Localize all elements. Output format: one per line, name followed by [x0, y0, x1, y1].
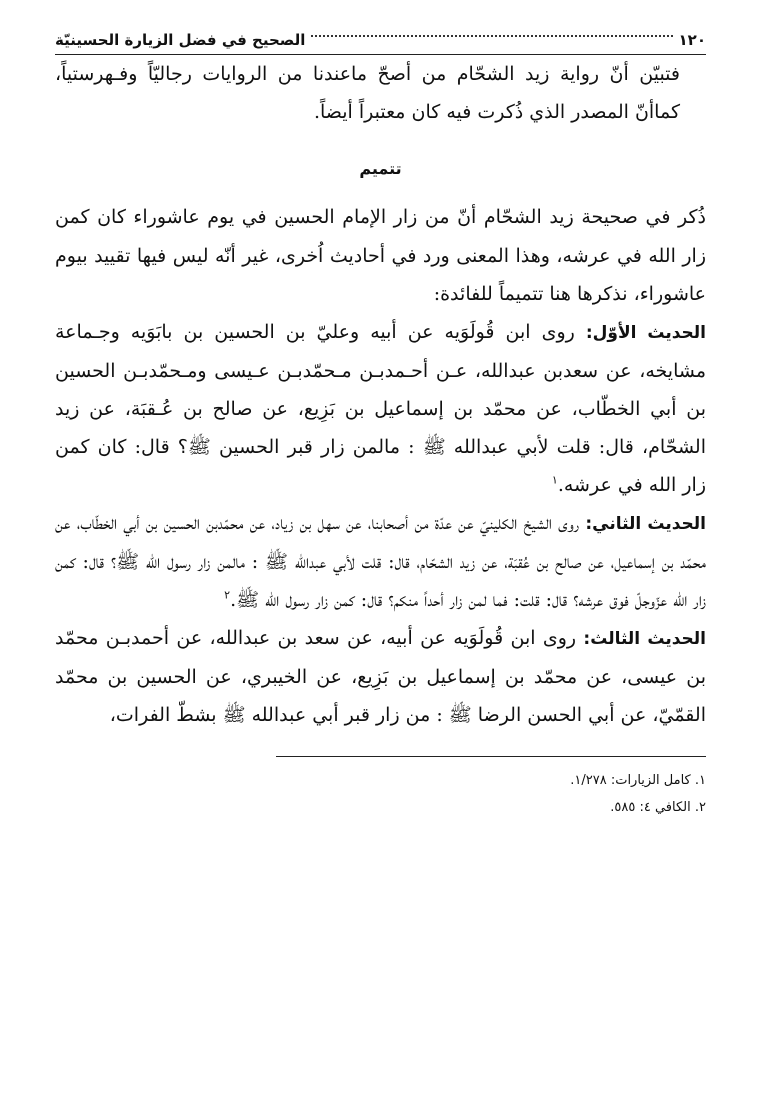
footnotes [276, 756, 706, 821]
page [55, 26, 706, 821]
hadith-2-text: روى الشيخ الكلينيّ عن عدّة من أصحابنا، عن سهل بن زياد، عن محمّدبن الحسين بن أبي الخطّاب، عن محمّد بن إسماعيل، عن صالح بن عُقبَة، عن زيد الشحّام، قال: قلت لأبي عبدالله ﷺ : مالمن زار رسول الله ﷺ؟ قال: كمن زار الله عزّوجلّ فوق عرشه؟ قال: قلت: فما لمن زار أحداً منكم؟ قال: كمن زار رسول الله ﷺ. [55, 512, 706, 611]
footnote-marker-2[interactable]: ٢ [224, 588, 231, 602]
book-title: الصحيح في فضل الزيارة الحسينيّة [55, 31, 306, 49]
hadith-2-lead: الحديث الثاني: [585, 514, 707, 534]
section-title: تتميم [359, 159, 402, 178]
hadith-3-text: روى ابن قُولَوَيه عن أبيه، عن سعد بن عبدالله، عن أحمدبـن محمّد بن عيسى، عن محمّد بن إسماعيل بن بَزِيع، عن الخيبري، عن الحسين بن محمّد القمّيّ، عن أبي الحسن الرضا ﷺ : من زار قبر أبي عبدالله ﷺ بشطّ الفرات، [55, 627, 706, 726]
hadith-3-paragraph [55, 619, 706, 734]
hadith-1-text: روى ابن قُولَوَيه عن أبيه وعليّ بن الحسين بن بابَوَيه وجـماعة مشايخه، عن سعدبن عبدالله، عـن أحـمدبـن مـحمّدبـن عـيسى ومـحمّدبـن الحسين بن أبي الخطّاب، عن محمّد بن إسماعيل بن بَزِيع، عن صالح بن عُـقبَة، عن زيد الشحّام، قال: قلت لأبي عبدالله ﷺ : مالمن زار قبر الحسين ﷺ؟ قال: كان كمن زار الله في عرشه. [55, 321, 706, 496]
hadith-1-lead: الحديث الأوّل: [585, 323, 706, 343]
hadith-1-paragraph [55, 313, 706, 504]
running-header [55, 26, 706, 55]
page-number: ١٢٠ [678, 31, 706, 49]
footnote-marker-1[interactable]: ١ [551, 473, 558, 487]
paragraph-text: ذُكر في صحيحة زيد الشحّام أنّ من زار الإمام الحسين في يوم عاشوراء كان كمن زار الله في عرشه، وهذا المعنى ورد في أحاديث اُخرى، غير أنّه ليس فيها تقييد بيوم عاشوراء، نذكرها هنا تتميماً للفائدة: [55, 206, 706, 305]
footnote-2: ٢. الكافي ٤: ٥٨٥. [610, 800, 706, 815]
hadith-3-lead: الحديث الثالث: [583, 629, 706, 649]
hadith-2-paragraph [55, 504, 706, 619]
footnote-1: ١. كامل الزيارات: ١/٢٧٨. [570, 773, 706, 788]
intro-paragraph: فتبيّن أنّ رواية زيد الشحّام من أصحّ ماعندنا من الروايات رجاليّاً وفـهرستياً، كماأنّ المصدر الذي ذُكرت فيه كان معتبراً أيضاً. [55, 63, 680, 123]
paragraph-tatmim [55, 198, 706, 313]
header-dot-leader [311, 35, 672, 37]
